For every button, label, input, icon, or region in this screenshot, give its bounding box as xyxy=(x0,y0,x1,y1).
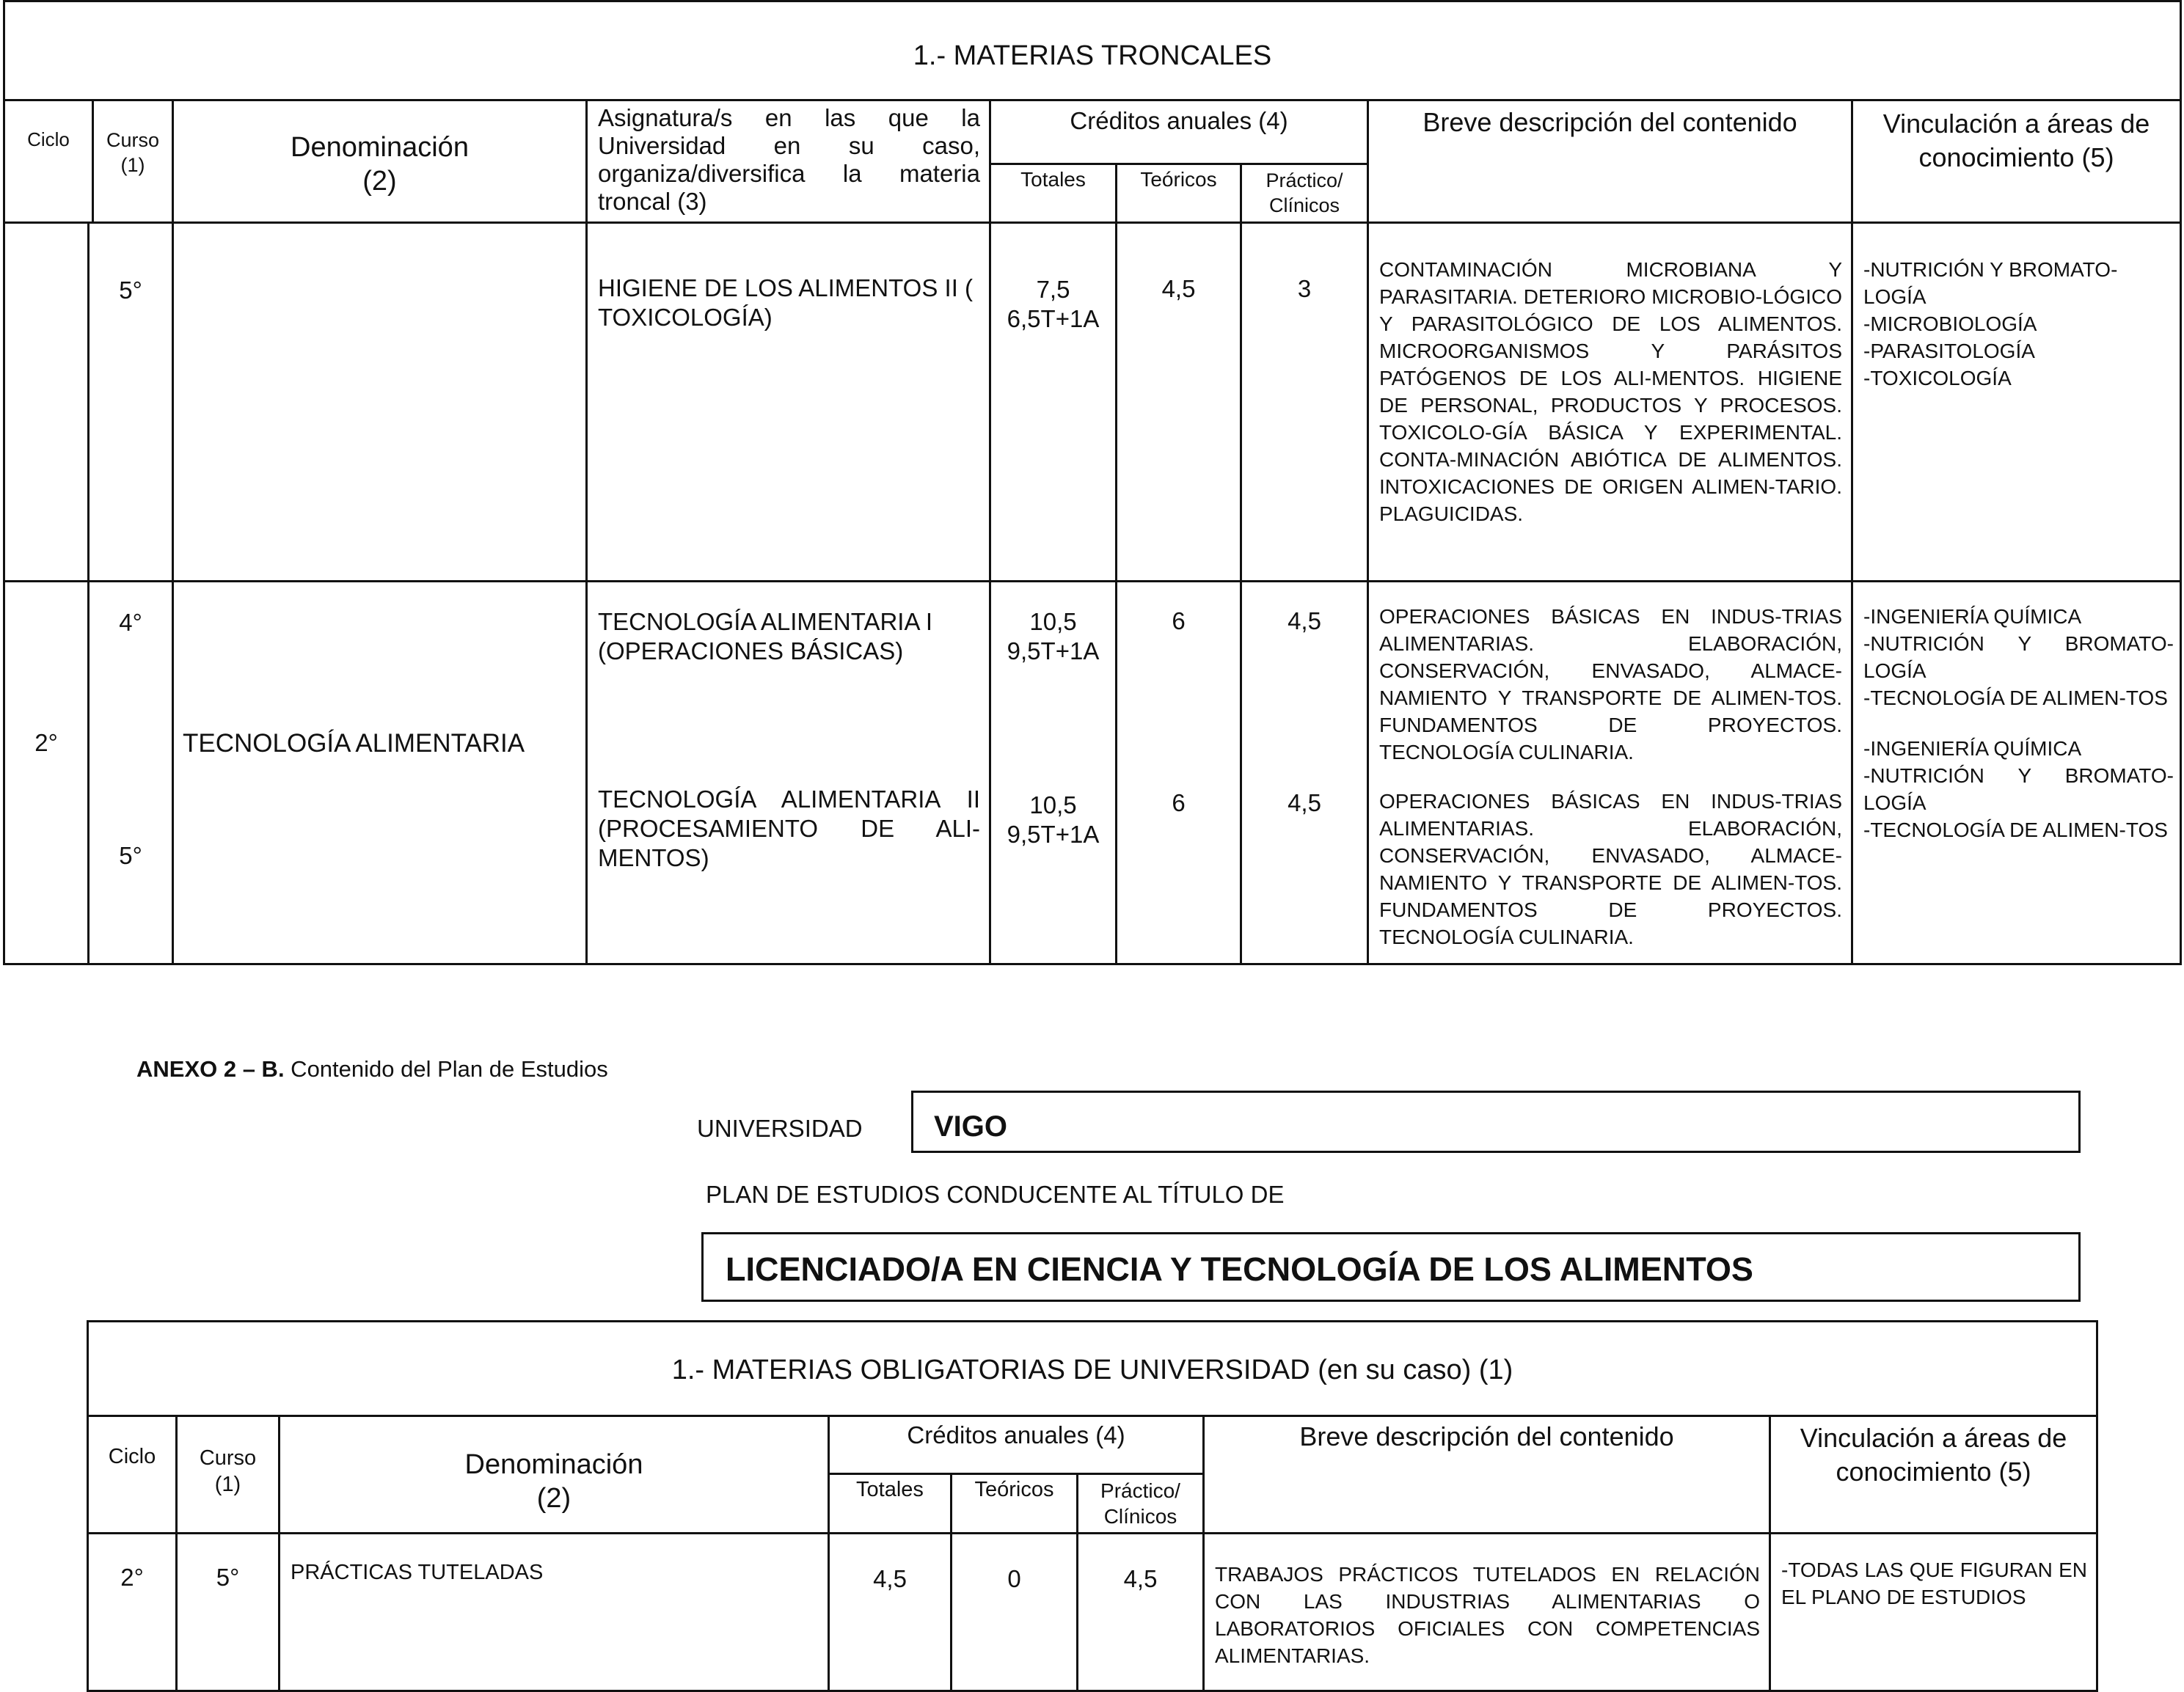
t1-h-descripcion: Breve descripción del contenido xyxy=(1367,99,1853,224)
t1-g2-ciclo: 2° xyxy=(3,580,90,965)
t1-r1-denominacion xyxy=(172,221,588,582)
t1-g2-curso: 4° 5° xyxy=(87,580,174,965)
t1-g2-asignatura: TECNOLOGÍA ALIMENTARIA I (OPERACIONES BÁSICAS) TECNOLOGÍA ALIMENTARIA II (PROCESAMIENTO DE ALI-MENTOS) xyxy=(585,580,991,965)
t2-r1-vinculacion: -TODAS LAS QUE FIGURAN EN EL PLANO DE ESTUDIOS xyxy=(1769,1532,2098,1692)
t2-h-totales: Totales xyxy=(828,1473,952,1534)
t2-h-practicos: Práctico/ Clínicos xyxy=(1076,1473,1205,1534)
t1-g2-descripcion: OPERACIONES BÁSICAS EN INDUS-TRIAS ALIMENTARIAS. ELABORACIÓN, CONSERVACIÓN, ENVASADO, ALMACE-NAMIENTO Y TRANSPORTE DE ALIMEN-TOS. FUNDAMENTOS DE PROYECTOS. TECNOLOGÍA CULINARIA. OPERACIONES BÁSICAS EN INDUS-TRIAS ALIMENTARIAS. ELABORACIÓN, CONSERVACIÓN, ENVASADO, ALMACE-NAMIENTO Y TRANSPORTE DE ALIMEN-TOS. FUNDAMENTOS DE PROYECTOS. TECNOLOGÍA CULINARIA. xyxy=(1367,580,1853,965)
t1-g2-teoricos: 6 6 xyxy=(1115,580,1242,965)
table-materias-obligatorias xyxy=(87,1320,2098,1692)
t1-r1-vinculacion: -NUTRICIÓN Y BROMATO-LOGÍA -MICROBIOLOGÍA -PARASITOLOGÍA -TOXICOLOGÍA xyxy=(1851,221,2182,582)
t1-g2-vinculacion: -INGENIERÍA QUÍMICA -NUTRICIÓN Y BROMATO-LOGÍA -TECNOLOGÍA DE ALIMEN-TOS -INGENIERÍA QUÍMICA -NUTRICIÓN Y BROMATO-LOGÍA -TECNOLOGÍA DE ALIMEN-TOS xyxy=(1851,580,2182,965)
t2-r1-totales: 4,5 xyxy=(828,1532,952,1692)
anexo-label: ANEXO 2 – B. Contenido del Plan de Estudios xyxy=(136,1056,608,1082)
t2-h-ciclo: Ciclo xyxy=(87,1415,178,1534)
t2-h-curso: Curso (1) xyxy=(175,1415,280,1534)
universidad-label: UNIVERSIDAD xyxy=(697,1115,863,1142)
plan-label: PLAN DE ESTUDIOS CONDUCENTE AL TÍTULO DE xyxy=(706,1181,1285,1208)
t2-h-creditos: Créditos anuales (4) xyxy=(828,1415,1205,1475)
t2-h-vinculacion: Vinculación a áreas de conocimiento (5) xyxy=(1769,1415,2098,1534)
t2-r1-denominacion: PRÁCTICAS TUTELADAS xyxy=(278,1532,830,1692)
t1-h-curso: Curso (1) xyxy=(92,99,174,224)
t1-h-vinculacion: Vinculación a áreas de conocimiento (5) xyxy=(1851,99,2182,224)
t1-g2-totales: 10,5 9,5T+1A 10,5 9,5T+1A xyxy=(989,580,1117,965)
t1-r1-practicos: 3 xyxy=(1240,221,1369,582)
table-materias-troncales xyxy=(3,0,2182,965)
t1-g2-denominacion: TECNOLOGÍA ALIMENTARIA xyxy=(172,580,588,965)
t1-h-totales: Totales xyxy=(989,163,1117,224)
t2-h-teoricos: Teóricos xyxy=(950,1473,1078,1534)
table1-title: 1.- MATERIAS TRONCALES xyxy=(913,40,1272,71)
t2-r1-teoricos: 0 xyxy=(950,1532,1078,1692)
t2-h-descripcion: Breve descripción del contenido xyxy=(1202,1415,1771,1534)
t1-r1-descripcion: CONTAMINACIÓN MICROBIANA Y PARASITARIA. DETERIORO MICROBIO-LÓGICO Y PARASITOLÓGICO DE LOS ALIMENTOS. MICROORGANISMOS Y PARÁSITOS PATÓGENOS DE LOS ALI-MENTOS. HIGIENE DE PERSONAL, PRODUCTOS Y PROCESOS. TOXICOLO-GÍA BÁSICA Y EXPERIMENTAL. CONTA-MINACIÓN ABIÓTICA DE ALIMENTOS. INTOXICACIONES DE ORIGEN ALIMEN-TARIO. PLAGUICIDAS. xyxy=(1367,221,1853,582)
t1-r1-teoricos: 4,5 xyxy=(1115,221,1242,582)
t1-h-creditos: Créditos anuales (4) xyxy=(989,99,1369,165)
t1-r1-totales: 7,5 6,5T+1A xyxy=(989,221,1117,582)
t1-h-teoricos: Teóricos xyxy=(1115,163,1242,224)
t1-g2-practicos: 4,5 4,5 xyxy=(1240,580,1369,965)
table2-title-box: 1.- MATERIAS OBLIGATORIAS DE UNIVERSIDAD (en su caso) (1) xyxy=(87,1320,2098,1417)
titulo-field: LICENCIADO/A EN CIENCIA Y TECNOLOGÍA DE LOS ALIMENTOS xyxy=(701,1232,2081,1302)
t1-r1-ciclo xyxy=(3,221,90,582)
t2-r1-ciclo: 2° xyxy=(87,1532,178,1692)
t1-r1-curso: 5° xyxy=(87,221,174,582)
t1-h-denominacion: Denominación (2) xyxy=(172,99,588,224)
table1-title-box xyxy=(3,0,2182,101)
t1-h-asignatura: Asignatura/s en las que la Universidad en su caso, organiza/diversifica la materia troncal (3) xyxy=(585,99,991,224)
t2-h-denominacion: Denominación (2) xyxy=(278,1415,830,1534)
t2-r1-curso: 5° xyxy=(175,1532,280,1692)
universidad-field: VIGO xyxy=(911,1091,2081,1153)
t1-h-practicos: Práctico/ Clínicos xyxy=(1240,163,1369,224)
t1-h-ciclo: Ciclo xyxy=(3,99,94,224)
t2-r1-descripcion: TRABAJOS PRÁCTICOS TUTELADOS EN RELACIÓN CON LAS INDUSTRIAS ALIMENTARIAS O LABORATORIOS OFICIALES CON COMPETENCIAS ALIMENTARIAS. xyxy=(1202,1532,1771,1692)
t2-r1-practicos: 4,5 xyxy=(1076,1532,1205,1692)
t1-r1-asignatura: HIGIENE DE LOS ALIMENTOS II ( TOXICOLOGÍA) xyxy=(585,221,991,582)
